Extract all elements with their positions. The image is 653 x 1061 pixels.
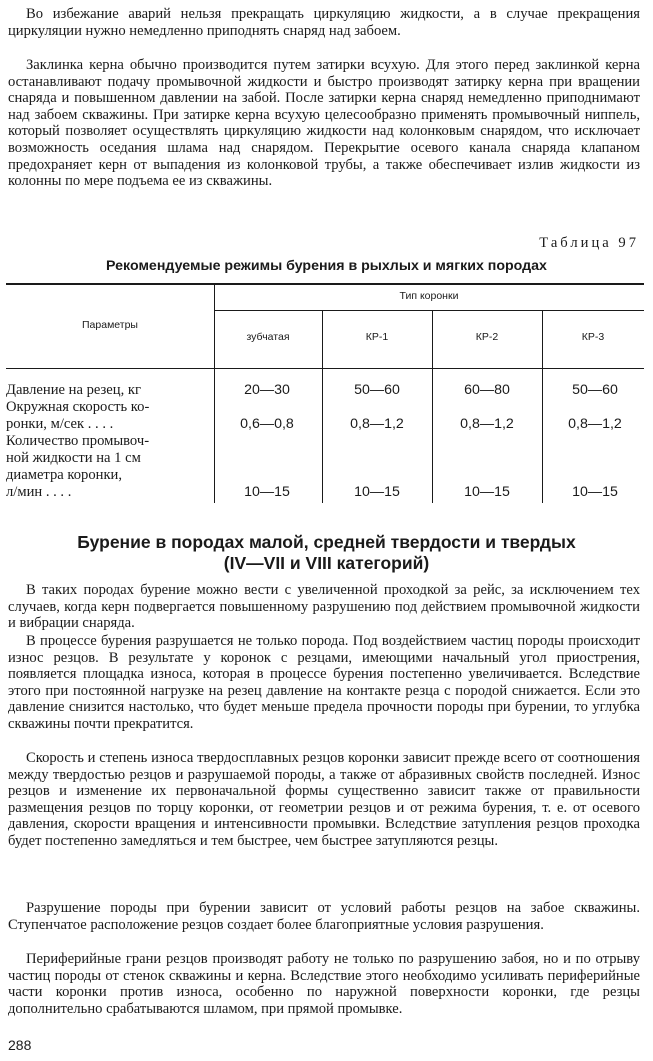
row-label-line: диаметра коронки, [6, 467, 123, 483]
row-label-line: Давление на резец, кг [6, 382, 141, 398]
paragraph-cutter-wear: В процессе бурения разрушается не только порода. Под воздействием частиц породы происходит износ резцов. В результате у коронок с резцами, имеющими начальный угол приострения, появляется площадка износа, которая в процессе бурения постепенно увеличивается. Вследствие этого при постоянной нагрузке на резец давление на контакте резца с породой снижается. Если это давление снизится настолько, что будет меньше предела прочности породы при бурении, то углубка скважины почти прекратится. [8, 633, 640, 732]
table-cell: 60—80 [464, 382, 510, 398]
table-title: Рекомендуемые режимы бурения в рыхлых и мягких породах [106, 258, 547, 274]
section-title-line-2: (IV—VII и VIII категорий) [223, 553, 430, 573]
table-row-label-speed [6, 399, 202, 433]
table-cell: 20—30 [244, 382, 290, 398]
paragraph-circulation: Во избежание аварий нельзя прекращать циркуляцию жидкости, а в случае прекращения циркуляции нужно немедленно приподнять снаряд над забоем. [8, 6, 640, 39]
table-header-rule [6, 368, 644, 369]
table-cell: 0,8—1,2 [350, 416, 404, 432]
paragraph-core-wedging: Заклинка керна обычно производится путем затирки всухую. Для этого перед заклинкой керна останавливают подачу промывочной жидкости и быстро производят затирку керна при вращении снаряда и повышенном давлении на забой. После затирки керна снаряд немедленно приподнимают над забоем скважины. При затирке керна всухую целесообразно применять промывочный ниппель, который позволяет осуществлять циркуляцию жидкости над колонковым снарядом, что исключает возможность оседания шлама над снарядом. Перекрытие осевого канала снаряда клапаном предохраняет керн от выпадения из колонковой трубы, а также обеспечивает излив жидкости из колонны по мере подъема ее из скважины. [8, 57, 640, 190]
table-top-rule [6, 283, 644, 285]
table-group-rule [214, 310, 644, 311]
parameters-header: Параметры [82, 319, 138, 331]
row-label-line: ной жидкости на 1 см [6, 450, 141, 466]
section-title-line-1: Бурение в породах малой, средней твердости и твердых [77, 532, 576, 552]
table-cell: 10—15 [354, 484, 400, 500]
table-row-label-pressure [6, 382, 202, 399]
table-cell: 50—60 [572, 382, 618, 398]
row-label-line: Окружная скорость ко- [6, 399, 150, 415]
row-label-line: Количество промывоч- [6, 433, 150, 449]
table-cell: 10—15 [464, 484, 510, 500]
paragraph-rock-destruction: Разрушение породы при бурении зависит от условий работы резцов на забое скважины. Ступенчатое расположение резцов создает более благоприятные условия разрушения. [8, 900, 640, 933]
crown-type-header: Тип коронки [399, 290, 459, 302]
row-label-line: ронки, м/сек . . . . [6, 416, 114, 432]
column-header-kr1: КР-1 [365, 331, 389, 343]
table-cell: 10—15 [572, 484, 618, 500]
table-number: Таблица 97 [539, 235, 639, 251]
column-header-kr3: КР-3 [581, 331, 605, 343]
table-cell: 0,8—1,2 [460, 416, 514, 432]
paragraph-peripheral-faces: Периферийные грани резцов производят работу не только по разрушению забоя, но и по отрыву частиц породы от стенок скважины и керна. Вследствие этого необходимо усиливать периферийные части коронки против износа, особенно по наружной поверхности коронки, где резцы дополнительно срабатываются шламом, при прямой промывке. [8, 951, 640, 1017]
table-cell: 50—60 [354, 382, 400, 398]
table-cell: 0,8—1,2 [568, 416, 622, 432]
column-header-kr2: КР-2 [475, 331, 499, 343]
column-header-toothed: зубчатая [246, 331, 290, 343]
table-cell: 10—15 [244, 484, 290, 500]
table-cell: 0,6—0,8 [240, 416, 294, 432]
paragraph-increased-run: В таких породах бурение можно вести с увеличенной проходкой за рейс, за исключением тех случаев, когда керн подвергается повышенному разрушению под действием промывочной жидкости и вибрации снаряда. [8, 582, 640, 632]
row-label-line: л/мин . . . . [6, 484, 72, 500]
paragraph-wear-rate: Скорость и степень износа твердосплавных резцов коронки зависит прежде всего от соотношения между твердостью резцов и разрушаемой породы, а также от абразивных свойств последней. Износ резцов и изменение их первоначальной формы существенно зависит также от правильности размещения резцов по торцу коронки, от геометрии резцов и от режима бурения, т. е. от осевого давления, скорости вращения и интенсивности промывки. Вследствие затупления резцов проходка будет постепенно замедляться и тем быстрее, чем быстрее затупляются резцы. [8, 750, 640, 849]
table-row-label-flow [6, 433, 202, 501]
page-number: 288 [8, 1037, 32, 1053]
